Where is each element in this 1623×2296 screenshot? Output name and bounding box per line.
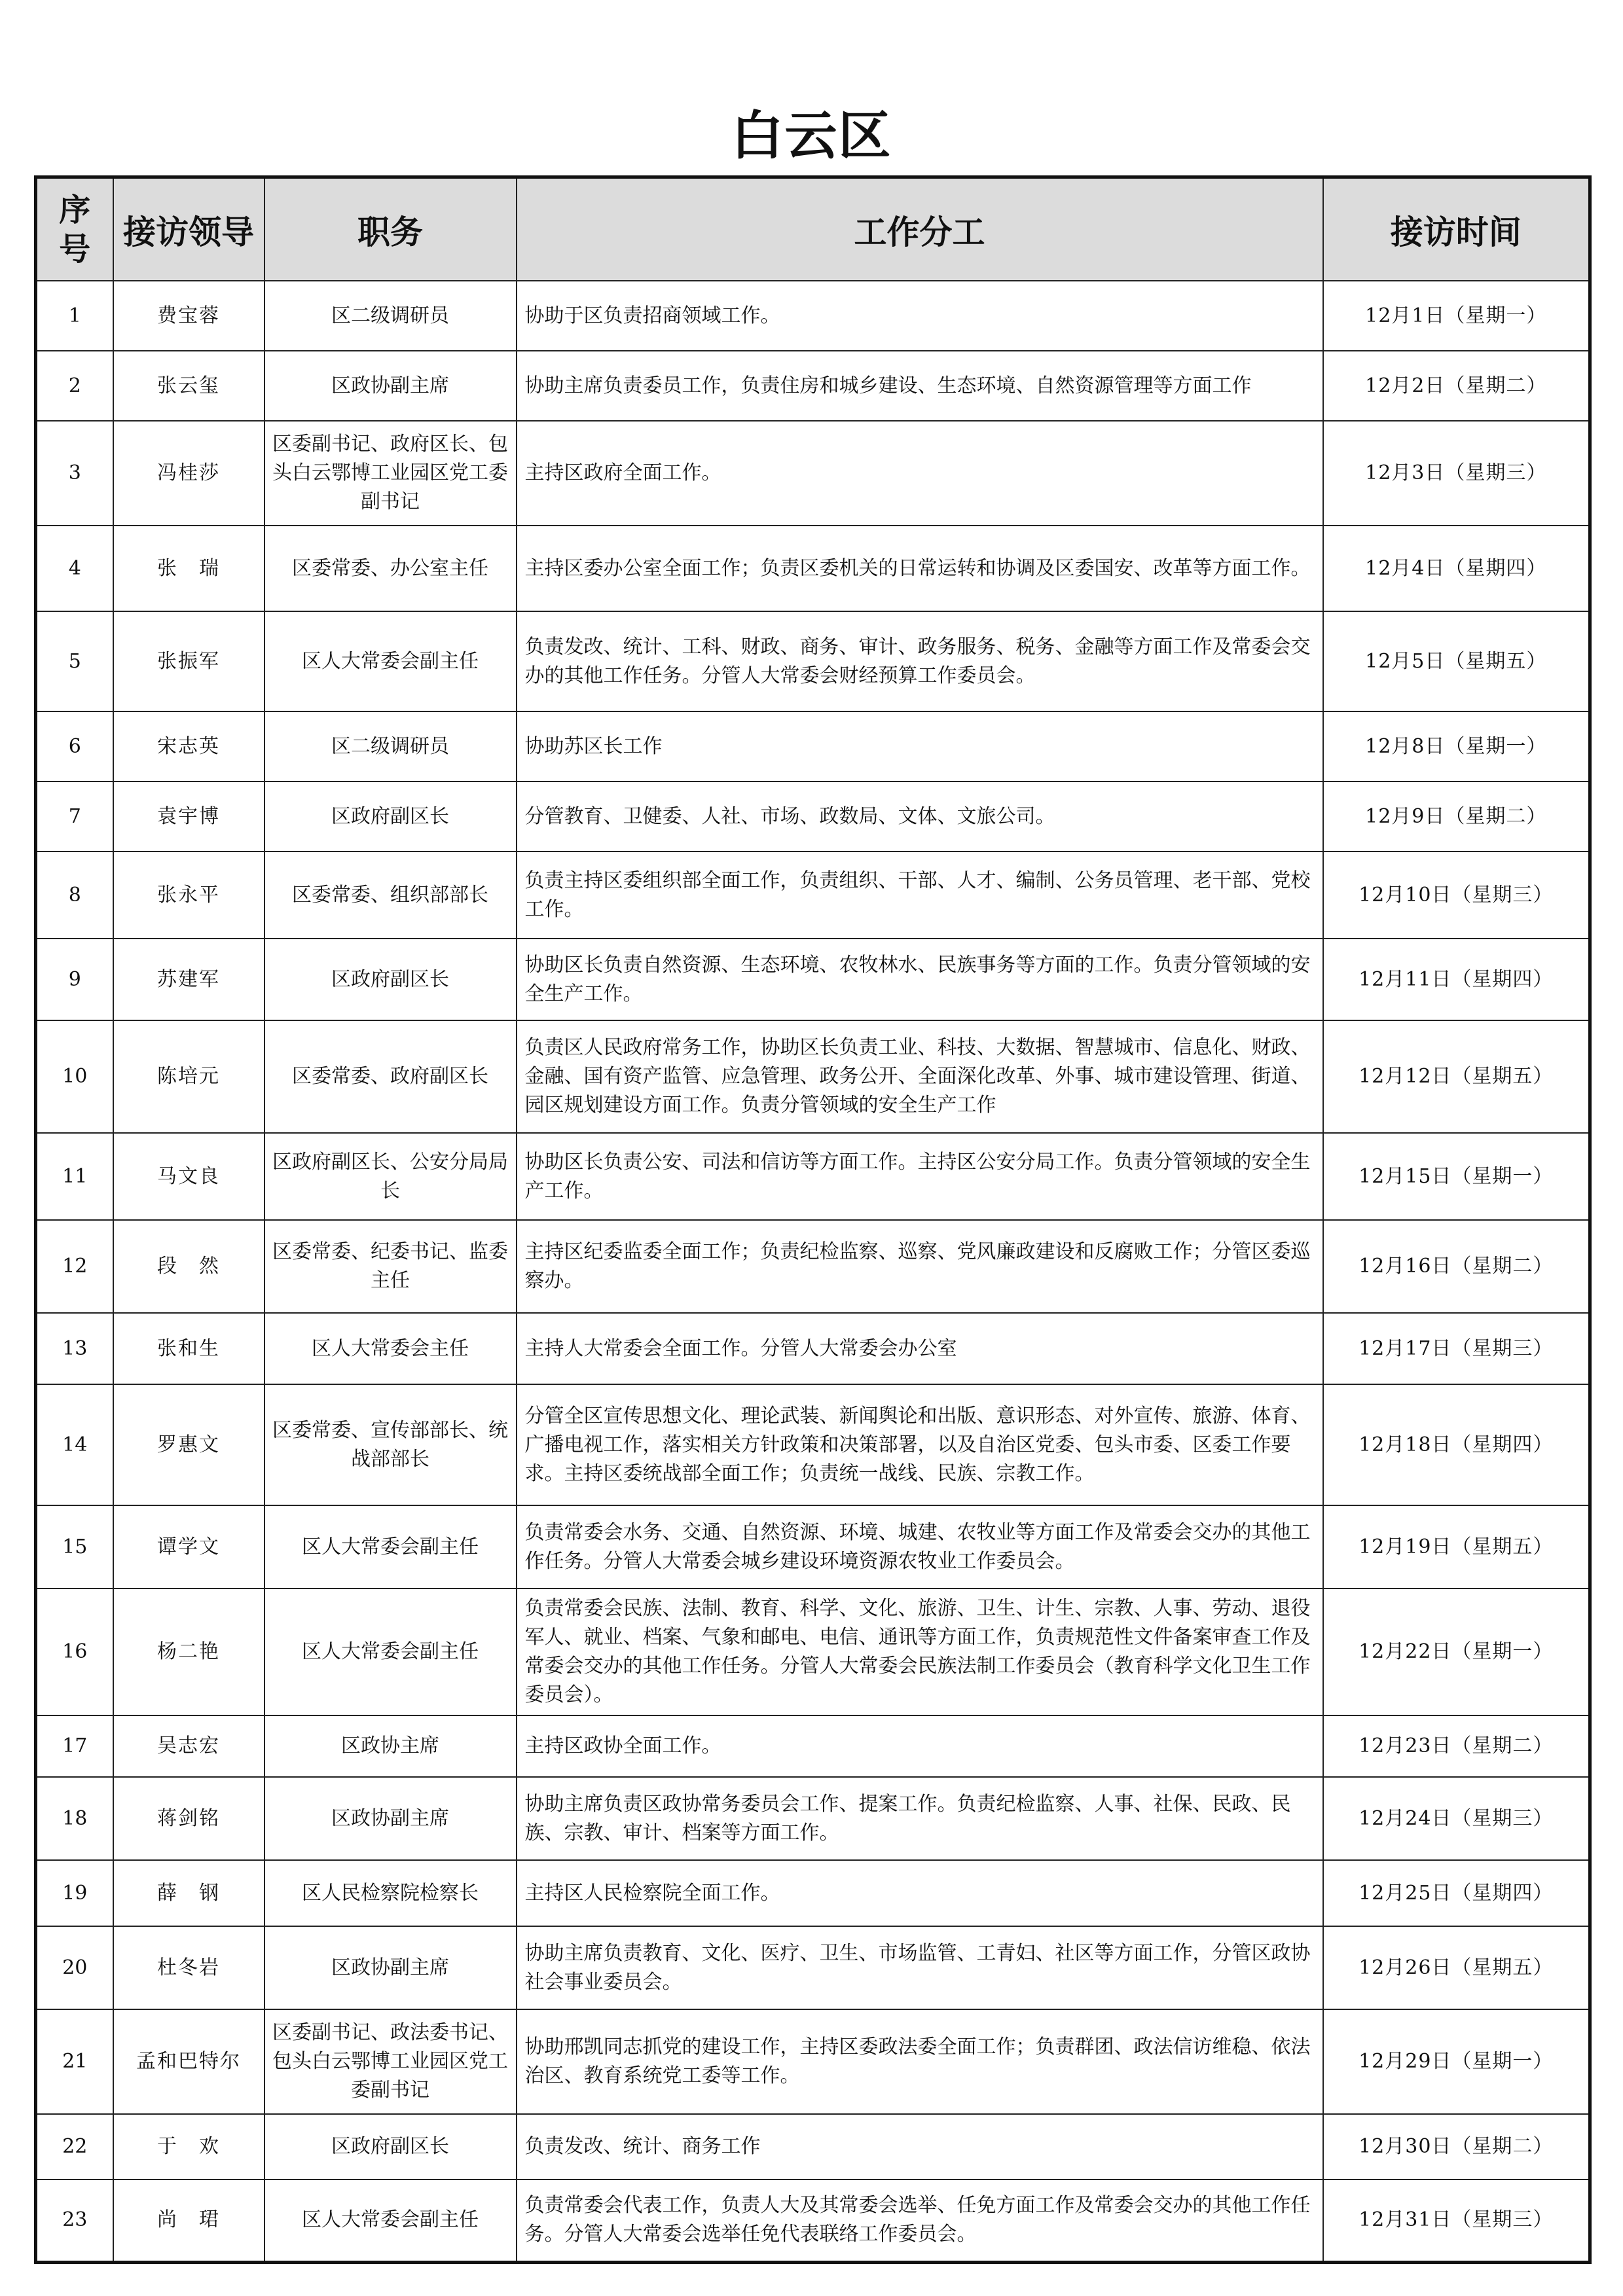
header-work: 工作分工 <box>517 177 1323 281</box>
row-index: 17 <box>36 1715 113 1777</box>
row-index: 7 <box>36 781 113 852</box>
table-row <box>36 2009 1590 2114</box>
row-duty: 区人民检察院检察长 <box>264 1860 517 1926</box>
row-duty: 区政府副区长 <box>264 939 517 1020</box>
row-index: 16 <box>36 1588 113 1715</box>
table-row <box>36 939 1590 1020</box>
row-duty: 区委常委、纪委书记、监委主任 <box>264 1220 517 1313</box>
row-index: 14 <box>36 1384 113 1505</box>
row-duty: 区人大常委会主任 <box>264 1313 517 1384</box>
table-row <box>36 1313 1590 1384</box>
row-time: 12月26日（星期五） <box>1323 1926 1590 2009</box>
row-leader: 张 瑞 <box>113 526 264 611</box>
row-work: 协助区长负责公安、司法和信访等方面工作。主持区公安分局工作。负责分管领域的安全生产工作。 <box>517 1133 1323 1220</box>
row-work: 协助区长负责自然资源、生态环境、农牧林水、民族事务等方面的工作。负责分管领域的安全生产工作。 <box>517 939 1323 1020</box>
row-index: 6 <box>36 711 113 781</box>
row-work: 分管教育、卫健委、人社、市场、政数局、文体、文旅公司。 <box>517 781 1323 852</box>
row-leader: 于 欢 <box>113 2114 264 2179</box>
row-time: 12月3日（星期三） <box>1323 421 1590 526</box>
header-time: 接访时间 <box>1323 177 1590 281</box>
row-leader: 张云玺 <box>113 351 264 421</box>
row-leader: 陈培元 <box>113 1020 264 1133</box>
row-time: 12月23日（星期二） <box>1323 1715 1590 1777</box>
row-index: 4 <box>36 526 113 611</box>
row-work: 主持区政府全面工作。 <box>517 421 1323 526</box>
row-index: 9 <box>36 939 113 1020</box>
table-header-row <box>36 177 1590 281</box>
row-duty: 区委常委、政府副区长 <box>264 1020 517 1133</box>
row-index: 18 <box>36 1777 113 1860</box>
row-work: 主持区纪委监委全面工作；负责纪检监察、巡察、党风廉政建设和反腐败工作；分管区委巡察办。 <box>517 1220 1323 1313</box>
row-leader: 杨二艳 <box>113 1588 264 1715</box>
row-time: 12月22日（星期一） <box>1323 1588 1590 1715</box>
reception-schedule-table <box>34 175 1592 2264</box>
table-row <box>36 1020 1590 1133</box>
row-work: 主持区人民检察院全面工作。 <box>517 1860 1323 1926</box>
row-duty: 区二级调研员 <box>264 711 517 781</box>
row-work: 协助于区负责招商领域工作。 <box>517 281 1323 351</box>
row-work: 主持人大常委会全面工作。分管人大常委会办公室 <box>517 1313 1323 1384</box>
table-row <box>36 1133 1590 1220</box>
row-time: 12月9日（星期二） <box>1323 781 1590 852</box>
row-duty: 区委常委、办公室主任 <box>264 526 517 611</box>
header-index: 序号 <box>36 177 113 281</box>
row-time: 12月18日（星期四） <box>1323 1384 1590 1505</box>
row-index: 12 <box>36 1220 113 1313</box>
row-duty: 区政协主席 <box>264 1715 517 1777</box>
row-work: 协助邢凯同志抓党的建设工作，主持区委政法委全面工作；负责群团、政法信访维稳、依法治区、教育系统党工委等工作。 <box>517 2009 1323 2114</box>
row-work: 负责发改、统计、工科、财政、商务、审计、政务服务、税务、金融等方面工作及常委会交办的其他工作任务。分管人大常委会财经预算工作委员会。 <box>517 611 1323 711</box>
row-work: 负责区人民政府常务工作，协助区长负责工业、科技、大数据、智慧城市、信息化、财政、金融、国有资产监管、应急管理、政务公开、全面深化改革、外事、城市建设管理、街道、园区规划建设方面工作。负责分管领域的安全生产工作 <box>517 1020 1323 1133</box>
row-leader: 冯桂莎 <box>113 421 264 526</box>
table-row <box>36 1505 1590 1588</box>
row-index: 23 <box>36 2179 113 2262</box>
table-row <box>36 1588 1590 1715</box>
row-time: 12月24日（星期三） <box>1323 1777 1590 1860</box>
row-index: 20 <box>36 1926 113 2009</box>
row-time: 12月10日（星期三） <box>1323 852 1590 939</box>
row-duty: 区政协副主席 <box>264 351 517 421</box>
row-leader: 费宝蓉 <box>113 281 264 351</box>
table-row <box>36 781 1590 852</box>
row-work: 主持区政协全面工作。 <box>517 1715 1323 1777</box>
row-work: 协助主席负责教育、文化、医疗、卫生、市场监管、工青妇、社区等方面工作，分管区政协社会事业委员会。 <box>517 1926 1323 2009</box>
row-work: 协助主席负责区政协常务委员会工作、提案工作。负责纪检监察、人事、社保、民政、民族、宗教、审计、档案等方面工作。 <box>517 1777 1323 1860</box>
row-index: 13 <box>36 1313 113 1384</box>
row-time: 12月2日（星期二） <box>1323 351 1590 421</box>
row-leader: 段 然 <box>113 1220 264 1313</box>
table-row <box>36 852 1590 939</box>
row-leader: 张和生 <box>113 1313 264 1384</box>
table-row <box>36 711 1590 781</box>
row-duty: 区人大常委会副主任 <box>264 611 517 711</box>
table-row <box>36 1926 1590 2009</box>
table-row <box>36 611 1590 711</box>
header-leader: 接访领导 <box>113 177 264 281</box>
table-row <box>36 2179 1590 2262</box>
row-index: 21 <box>36 2009 113 2114</box>
row-work: 负责主持区委组织部全面工作，负责组织、干部、人才、编制、公务员管理、老干部、党校工作。 <box>517 852 1323 939</box>
page-title: 白云区 <box>731 105 892 166</box>
row-work: 主持区委办公室全面工作；负责区委机关的日常运转和协调及区委国安、改革等方面工作。 <box>517 526 1323 611</box>
table-row <box>36 351 1590 421</box>
row-time: 12月11日（星期四） <box>1323 939 1590 1020</box>
row-time: 12月16日（星期二） <box>1323 1220 1590 1313</box>
row-leader: 苏建军 <box>113 939 264 1020</box>
row-duty: 区人大常委会副主任 <box>264 2179 517 2262</box>
row-work: 协助苏区长工作 <box>517 711 1323 781</box>
row-duty: 区人大常委会副主任 <box>264 1588 517 1715</box>
header-duty: 职务 <box>264 177 517 281</box>
row-time: 12月15日（星期一） <box>1323 1133 1590 1220</box>
row-time: 12月17日（星期三） <box>1323 1313 1590 1384</box>
row-leader: 谭学文 <box>113 1505 264 1588</box>
row-time: 12月25日（星期四） <box>1323 1860 1590 1926</box>
row-leader: 孟和巴特尔 <box>113 2009 264 2114</box>
row-time: 12月19日（星期五） <box>1323 1505 1590 1588</box>
row-duty: 区委副书记、政府区长、包头白云鄂博工业园区党工委副书记 <box>264 421 517 526</box>
table-row <box>36 1715 1590 1777</box>
row-work: 负责常委会代表工作，负责人大及其常委会选举、任免方面工作及常委会交办的其他工作任务。分管人大常委会选举任免代表联络工作委员会。 <box>517 2179 1323 2262</box>
row-index: 15 <box>36 1505 113 1588</box>
row-time: 12月31日（星期三） <box>1323 2179 1590 2262</box>
row-leader: 蒋剑铭 <box>113 1777 264 1860</box>
row-index: 2 <box>36 351 113 421</box>
row-duty: 区委常委、宣传部部长、统战部部长 <box>264 1384 517 1505</box>
row-time: 12月29日（星期一） <box>1323 2009 1590 2114</box>
row-duty: 区政协副主席 <box>264 1777 517 1860</box>
row-index: 3 <box>36 421 113 526</box>
table-row <box>36 2114 1590 2179</box>
row-duty: 区二级调研员 <box>264 281 517 351</box>
row-leader: 马文良 <box>113 1133 264 1220</box>
table-row <box>36 1777 1590 1860</box>
row-duty: 区政协副主席 <box>264 1926 517 2009</box>
row-index: 8 <box>36 852 113 939</box>
row-work: 负责发改、统计、商务工作 <box>517 2114 1323 2179</box>
row-work: 协助主席负责委员工作，负责住房和城乡建设、生态环境、自然资源管理等方面工作 <box>517 351 1323 421</box>
table-row <box>36 1860 1590 1926</box>
table-row <box>36 421 1590 526</box>
row-duty: 区委常委、组织部部长 <box>264 852 517 939</box>
row-work: 负责常委会水务、交通、自然资源、环境、城建、农牧业等方面工作及常委会交办的其他工作任务。分管人大常委会城乡建设环境资源农牧业工作委员会。 <box>517 1505 1323 1588</box>
row-leader: 袁宇博 <box>113 781 264 852</box>
table-row <box>36 526 1590 611</box>
row-leader: 杜冬岩 <box>113 1926 264 2009</box>
row-index: 10 <box>36 1020 113 1133</box>
row-leader: 宋志英 <box>113 711 264 781</box>
table-row <box>36 281 1590 351</box>
row-duty: 区委副书记、政法委书记、包头白云鄂博工业园区党工委副书记 <box>264 2009 517 2114</box>
row-time: 12月12日（星期五） <box>1323 1020 1590 1133</box>
row-time: 12月8日（星期一） <box>1323 711 1590 781</box>
table-row <box>36 1384 1590 1505</box>
row-time: 12月30日（星期二） <box>1323 2114 1590 2179</box>
row-leader: 尚 珺 <box>113 2179 264 2262</box>
row-leader: 罗惠文 <box>113 1384 264 1505</box>
row-leader: 张振军 <box>113 611 264 711</box>
row-time: 12月5日（星期五） <box>1323 611 1590 711</box>
row-index: 22 <box>36 2114 113 2179</box>
row-duty: 区政府副区长 <box>264 781 517 852</box>
row-time: 12月1日（星期一） <box>1323 281 1590 351</box>
table-row <box>36 1220 1590 1313</box>
row-duty: 区政府副区长、公安分局局长 <box>264 1133 517 1220</box>
row-duty: 区政府副区长 <box>264 2114 517 2179</box>
row-duty: 区人大常委会副主任 <box>264 1505 517 1588</box>
row-work: 分管全区宣传思想文化、理论武装、新闻舆论和出版、意识形态、对外宣传、旅游、体育、广播电视工作，落实相关方针政策和决策部署，以及自治区党委、包头市委、区委工作要求。主持区委统战部全面工作；负责统一战线、民族、宗教工作。 <box>517 1384 1323 1505</box>
row-leader: 张永平 <box>113 852 264 939</box>
row-index: 11 <box>36 1133 113 1220</box>
row-leader: 薛 钢 <box>113 1860 264 1926</box>
row-time: 12月4日（星期四） <box>1323 526 1590 611</box>
row-leader: 吴志宏 <box>113 1715 264 1777</box>
row-index: 19 <box>36 1860 113 1926</box>
row-work: 负责常委会民族、法制、教育、科学、文化、旅游、卫生、计生、宗教、人事、劳动、退役军人、就业、档案、气象和邮电、电信、通讯等方面工作，负责规范性文件备案审查工作及常委会交办的其他工作任务。分管人大常委会民族法制工作委员会（教育科学文化卫生工作委员会）。 <box>517 1588 1323 1715</box>
row-index: 1 <box>36 281 113 351</box>
row-index: 5 <box>36 611 113 711</box>
